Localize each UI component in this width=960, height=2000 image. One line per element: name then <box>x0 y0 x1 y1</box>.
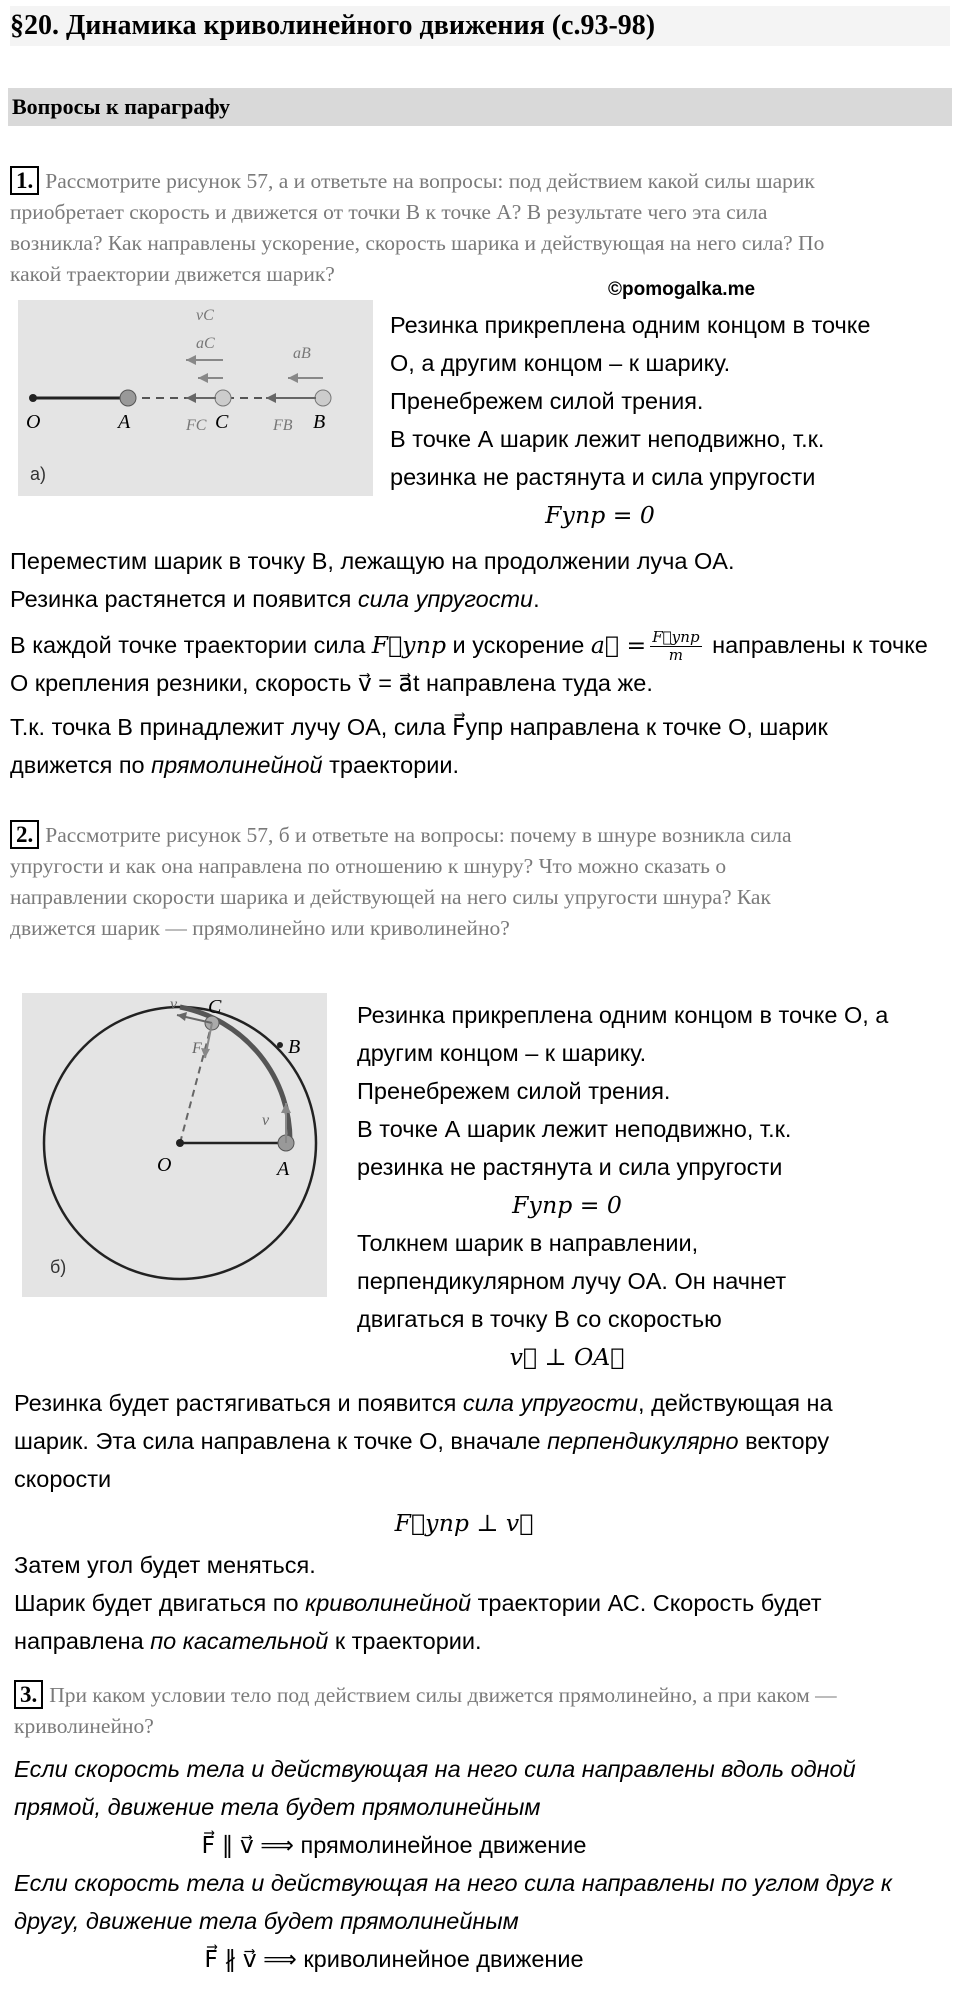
label-a: A <box>118 411 131 433</box>
question-line: Рассмотрите рисунок 57, б и ответьте на вопросы: почему в шнуре возникла сила <box>45 823 792 847</box>
text-line: прямой, движение тела будет прямолинейным <box>14 1794 541 1820</box>
figure-caption: а) <box>30 464 47 484</box>
text-line: Если скорость тела и действующая на него сила направлены вдоль одной <box>14 1756 856 1782</box>
text-line: другим концом – к шарику. <box>357 1040 647 1066</box>
question-line: приобретает скорость и движется от точки В к точке А? В результате чего эта сила <box>10 200 768 224</box>
question-line: какой траектории движется шарик? <box>10 262 335 286</box>
text-line: резинка не растянута и сила упругости <box>357 1154 783 1180</box>
text-line: двигаться в точку В со скоростью <box>357 1306 722 1332</box>
formula-f-zero: Fупр = 0 <box>512 1191 622 1219</box>
text-line: шарик. Эта сила направлена к точке О, вначале перпендикулярно вектору <box>14 1428 830 1454</box>
label-c: C <box>215 411 229 433</box>
q1-side-text <box>390 306 950 534</box>
section-subtitle: Вопросы к параграфу <box>8 88 952 126</box>
point-o <box>176 1139 184 1147</box>
text-line: Резинка прикреплена одним концом в точке О, а <box>357 1002 889 1028</box>
label-b: B <box>313 411 326 433</box>
label-ac: aC <box>196 335 215 352</box>
label-o: O <box>26 411 41 433</box>
text-line: В каждой точке траектории сила F⃗упр и ускорение a⃗ = $\frac{\text{F⃗упр}}{m}$ направлены к точке <box>10 628 928 665</box>
ball-b <box>315 390 331 406</box>
text-line: движется по прямолинейной траектории. <box>10 752 460 779</box>
question-line: упругости и как она направлена по отношению к шнуру? Что можно сказать о <box>10 854 727 878</box>
q2-answer <box>14 1384 949 1660</box>
q2-side-text <box>357 996 952 1376</box>
ball-c <box>215 390 231 406</box>
label-fc: FC <box>186 417 207 434</box>
fraction: $\frac{\text{F⃗упр}}{m}$ <box>652 628 700 665</box>
text-line: Толкнем шарик в направлении, <box>357 1230 699 1256</box>
formula-parallel: F⃗ ∥ v⃗ ⟹ прямолинейное движение <box>201 1832 587 1858</box>
q3-answer <box>14 1750 949 1978</box>
question-1 <box>10 166 950 290</box>
text-line: Шарик будет двигаться по криволинейной траектории АС. Скорость будет <box>14 1590 822 1616</box>
text-line: Затем угол будет меняться. <box>14 1552 316 1578</box>
text-line: Т.к. точка В принадлежит лучу OA, сила F⃗упр направлена к точке О, шарик <box>10 714 828 741</box>
q1-answer <box>10 542 950 784</box>
label-f: F <box>192 1040 202 1057</box>
formula-f-perp-v: F⃗упр ⊥ v⃗ <box>394 1509 534 1537</box>
text-line: В точке А шарик лежит неподвижно, т.к. <box>390 426 825 452</box>
formula-f-zero: Fупр = 0 <box>545 501 655 529</box>
text-line: скорости <box>14 1466 112 1492</box>
label-vc: vC <box>196 307 214 324</box>
text-line: Пренебрежем силой трения. <box>357 1078 671 1104</box>
point-b <box>277 1042 283 1048</box>
question-line: Рассмотрите рисунок 57, а и ответьте на вопросы: под действием какой силы шарик <box>45 169 815 193</box>
question-number: 2. <box>10 820 39 849</box>
label-c: C <box>208 996 222 1018</box>
question-number: 3. <box>14 1680 43 1709</box>
label-ab: aB <box>293 345 311 362</box>
text-line: другу, движение тела будет прямолинейным <box>14 1908 519 1934</box>
label-v-a: v <box>262 1112 270 1129</box>
text-line: перпендикулярном лучу OA. Он начнет <box>357 1268 787 1294</box>
text-line: Пренебрежем силой трения. <box>390 388 704 414</box>
ball-a <box>120 390 136 406</box>
text-line: Резинка растянется и появится сила упругости. <box>10 586 540 612</box>
question-line: При каком условии тело под действием силы движется прямолинейно, а при каком — <box>49 1683 837 1707</box>
text-line: направлена по касательной к траектории. <box>14 1628 482 1654</box>
formula-perp: v⃗ ⊥ OA⃗ <box>509 1343 625 1371</box>
text-line: В точке А шарик лежит неподвижно, т.к. <box>357 1116 792 1142</box>
text-line: О крепления резники, скорость v⃗ = a⃗t направлена туда же. <box>10 670 653 697</box>
text-line: Резинка прикреплена одним концом в точке <box>390 312 871 338</box>
label-v-top: v <box>170 996 178 1013</box>
question-line: направлении скорости шарика и действующей на него силы упругости шнура? Как <box>10 885 771 909</box>
question-line: криволинейно? <box>14 1714 154 1738</box>
formula-not-parallel: F⃗ ∦ v⃗ ⟹ криволинейное движение <box>204 1946 584 1972</box>
question-number: 1. <box>10 166 39 195</box>
watermark: ©pomogalka.me <box>608 279 756 300</box>
point-o <box>29 394 37 402</box>
label-fb: FB <box>273 417 293 434</box>
label-o: O <box>157 1154 172 1176</box>
label-b: B <box>288 1036 301 1058</box>
text-line: О, а другим концом – к шарику. <box>390 350 731 376</box>
text-line: Переместим шарик в точку В, лежащую на продолжении луча OA. <box>10 548 735 574</box>
text-line: Если скорость тела и действующая на него сила направлены по углом друг к <box>14 1870 892 1896</box>
figure-57a <box>18 300 373 496</box>
text-line: резинка не растянута и сила упругости <box>390 464 816 490</box>
label-a: A <box>277 1158 290 1180</box>
question-line: возникла? Как направлены ускорение, скорость шарика и действующая на него сила? По <box>10 231 825 255</box>
figure-caption: б) <box>50 1257 67 1277</box>
text-line: Резинка будет растягиваться и появится сила упругости, действующая на <box>14 1390 833 1416</box>
figure-57b <box>22 993 327 1297</box>
page-title: §20. Динамика криволинейного движения (с.93-98) <box>10 6 950 46</box>
question-3 <box>14 1680 954 1742</box>
question-line: движется шарик — прямолинейно или криволинейно? <box>10 916 510 940</box>
question-2 <box>10 820 950 944</box>
